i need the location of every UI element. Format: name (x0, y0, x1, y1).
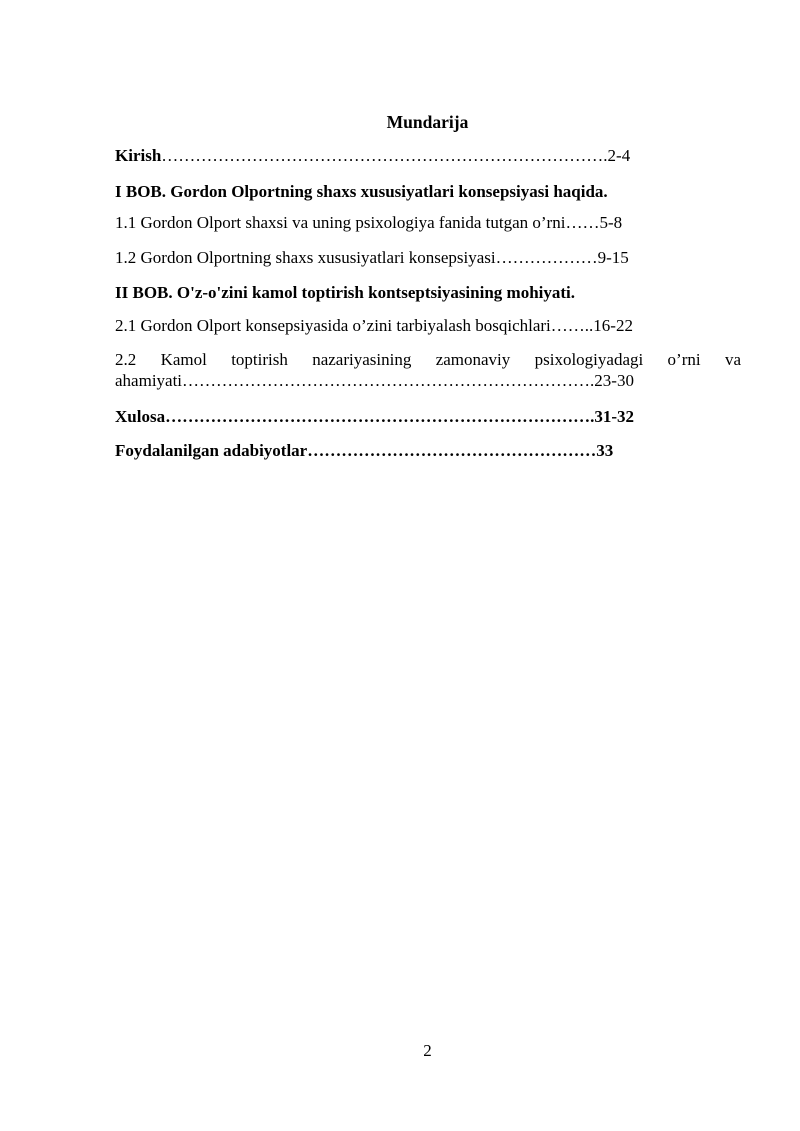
toc-entry-label: 1.1 Gordon Olport shaxsi va uning psixologiya fanida tutgan o’rni (115, 213, 566, 232)
toc-page-range: 23-30 (594, 371, 634, 390)
toc-entry-kirish (115, 145, 630, 167)
toc-chapter-2-heading: II BOB. O'z-o'zini kamol toptirish kontseptsiyasining mohiyati. (115, 283, 576, 302)
toc-entry-label: Kirish (115, 146, 162, 165)
toc-entry-label: Foydalanilgan adabiyotlar (115, 441, 308, 460)
toc-entry-label: Xulosa (115, 407, 166, 426)
toc-leader-dots: ……………… (495, 248, 598, 267)
toc-leader-dots: ………………………………………………………………… (165, 407, 591, 426)
page-number: 2 (423, 1041, 432, 1060)
toc-page-range: 2-4 (607, 146, 631, 165)
toc-leader-dots: …….. (550, 316, 594, 335)
toc-page-range: 16-22 (593, 316, 633, 335)
toc-leader-dots: …… (565, 213, 600, 232)
toc-page-range: 9-15 (597, 248, 629, 267)
toc-page-range: .31-32 (590, 407, 634, 426)
toc-chapter-1-heading: I BOB. Gordon Olportning shaxs xususiyatlari konsepsiyasi haqida. (115, 182, 608, 201)
toc-entry-references (115, 440, 613, 462)
toc-leader-dots: ……………………………………………………………………. (161, 146, 608, 165)
toc-leader-dots: …………………………………………… (307, 441, 597, 460)
toc-entry-label: 2.1 Gordon Olport konsepsiyasida o’zini tarbiyalash bosqichlari (115, 316, 551, 335)
toc-entry-2-2-line-2 (115, 370, 634, 392)
toc-entry-label: ahamiyati (115, 371, 183, 390)
toc-leader-dots: ………………………………………………………………. (182, 371, 595, 390)
toc-page-range: 5-8 (599, 213, 623, 232)
toc-entry-xulosa (115, 406, 634, 428)
toc-entry-2-2-line-1: 2.2 Kamol toptirish nazariyasining zamonaviy psixologiyadagi o’rni va (115, 350, 741, 369)
toc-title: Mundarija (386, 112, 469, 132)
toc-entry-label: 1.2 Gordon Olportning shaxs xususiyatlari konsepsiyasi (115, 248, 496, 267)
toc-page-range: 33 (596, 441, 614, 460)
toc-entry-2-1 (115, 315, 633, 337)
toc-entry-1-1 (115, 212, 622, 234)
toc-entry-1-2 (115, 247, 629, 269)
